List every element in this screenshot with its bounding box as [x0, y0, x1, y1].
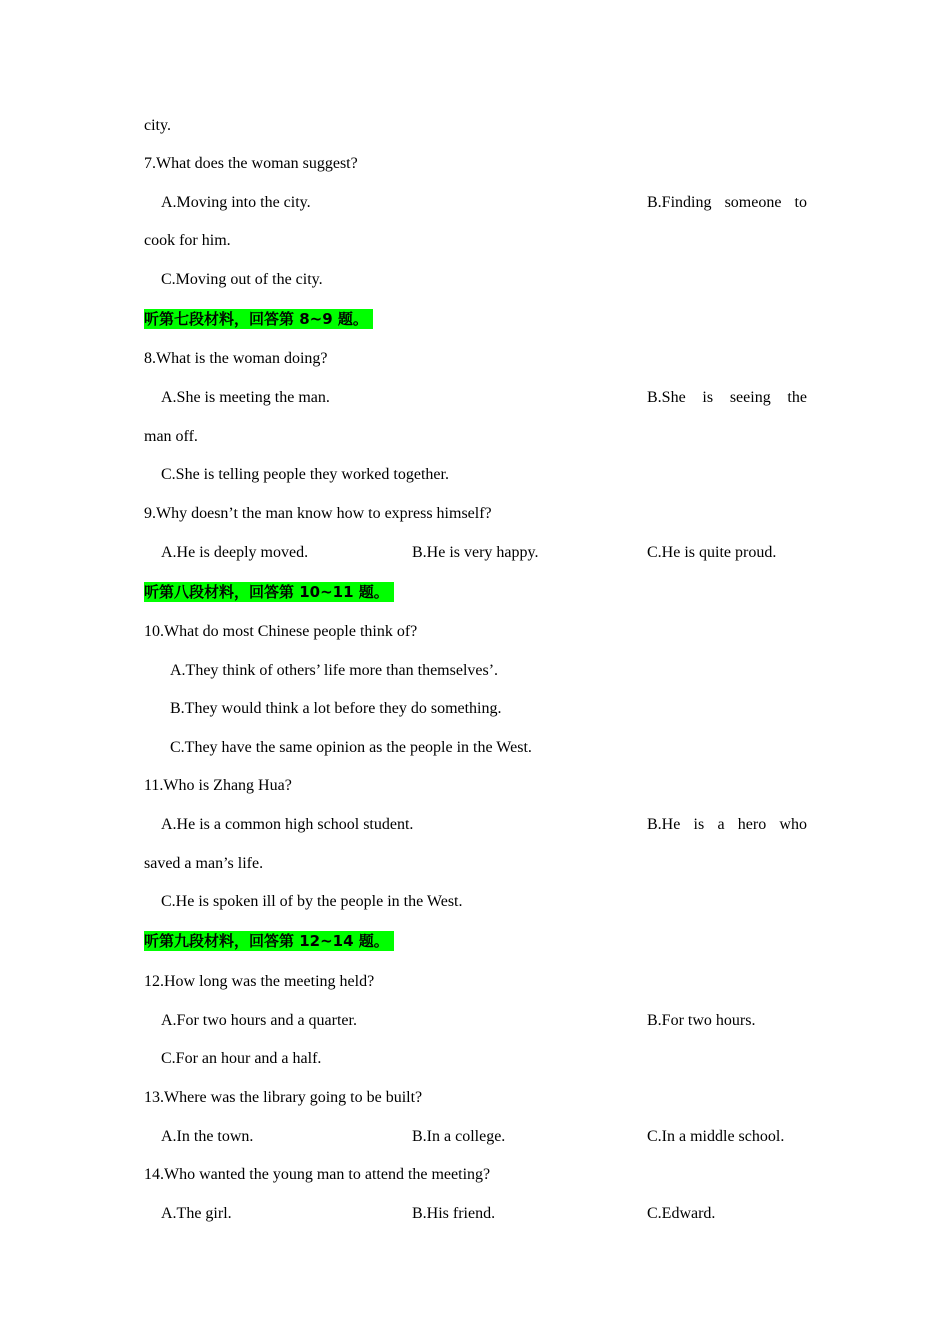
option-8b: [647, 388, 807, 408]
option-8b-continued: man off.: [144, 428, 198, 445]
word: B.She: [647, 389, 686, 406]
option-7b: [647, 193, 807, 213]
text-line: city.: [144, 117, 171, 134]
word: seeing: [729, 389, 771, 406]
option-7b-continued: cook for him.: [144, 232, 231, 249]
option-14c: C.Edward.: [647, 1205, 716, 1222]
option-9c: C.He is quite proud.: [647, 544, 777, 561]
option-13c: C.In a middle school.: [647, 1128, 785, 1145]
option-13a: A.In the town.: [161, 1128, 254, 1145]
question-10: 10.What do most Chinese people think of?: [144, 623, 418, 640]
word: B.Finding: [647, 194, 712, 211]
option-10b: B.They would think a lot before they do something.: [170, 700, 502, 717]
section-heading-8: 听第八段材料，回答第 10~11 题。: [144, 582, 394, 602]
option-8a: A.She is meeting the man.: [161, 389, 330, 406]
option-11c: C.He is spoken ill of by the people in the West.: [161, 893, 463, 910]
word: is: [693, 816, 705, 833]
option-10a: A.They think of others’ life more than themselves’.: [170, 662, 499, 679]
option-11b: [647, 815, 807, 835]
question-12: 12.How long was the meeting held?: [144, 973, 375, 990]
option-11b-continued: saved a man’s life.: [144, 855, 264, 872]
word: B.He: [647, 816, 681, 833]
word: to: [794, 194, 807, 211]
question-7: 7.What does the woman suggest?: [144, 155, 358, 172]
word: who: [779, 816, 807, 833]
option-8c: C.She is telling people they worked together.: [161, 466, 449, 483]
option-12b: B.For two hours.: [647, 1012, 756, 1029]
word: the: [787, 389, 807, 406]
option-10c: C.They have the same opinion as the people in the West.: [170, 739, 532, 756]
option-9b: B.He is very happy.: [412, 544, 539, 561]
question-13: 13.Where was the library going to be built?: [144, 1089, 423, 1106]
option-7a: A.Moving into the city.: [161, 194, 311, 211]
option-9a: A.He is deeply moved.: [161, 544, 309, 561]
option-11a: A.He is a common high school student.: [161, 816, 414, 833]
option-12c: C.For an hour and a half.: [161, 1050, 322, 1067]
question-14: 14.Who wanted the young man to attend the meeting?: [144, 1166, 491, 1183]
word: someone: [724, 194, 782, 211]
word: hero: [737, 816, 767, 833]
section-heading-9: 听第九段材料，回答第 12~14 题。: [144, 931, 394, 951]
question-9: 9.Why doesn’t the man know how to express himself?: [144, 505, 492, 522]
option-13b: B.In a college.: [412, 1128, 506, 1145]
option-14a: A.The girl.: [161, 1205, 232, 1222]
question-8: 8.What is the woman doing?: [144, 350, 328, 367]
section-heading-7: 听第七段材料，回答第 8~9 题。: [144, 309, 373, 329]
option-12a: A.For two hours and a quarter.: [161, 1012, 357, 1029]
question-11: 11.Who is Zhang Hua?: [144, 777, 292, 794]
word: is: [702, 389, 714, 406]
word: a: [717, 816, 725, 833]
option-7c: C.Moving out of the city.: [161, 271, 323, 288]
option-14b: B.His friend.: [412, 1205, 496, 1222]
